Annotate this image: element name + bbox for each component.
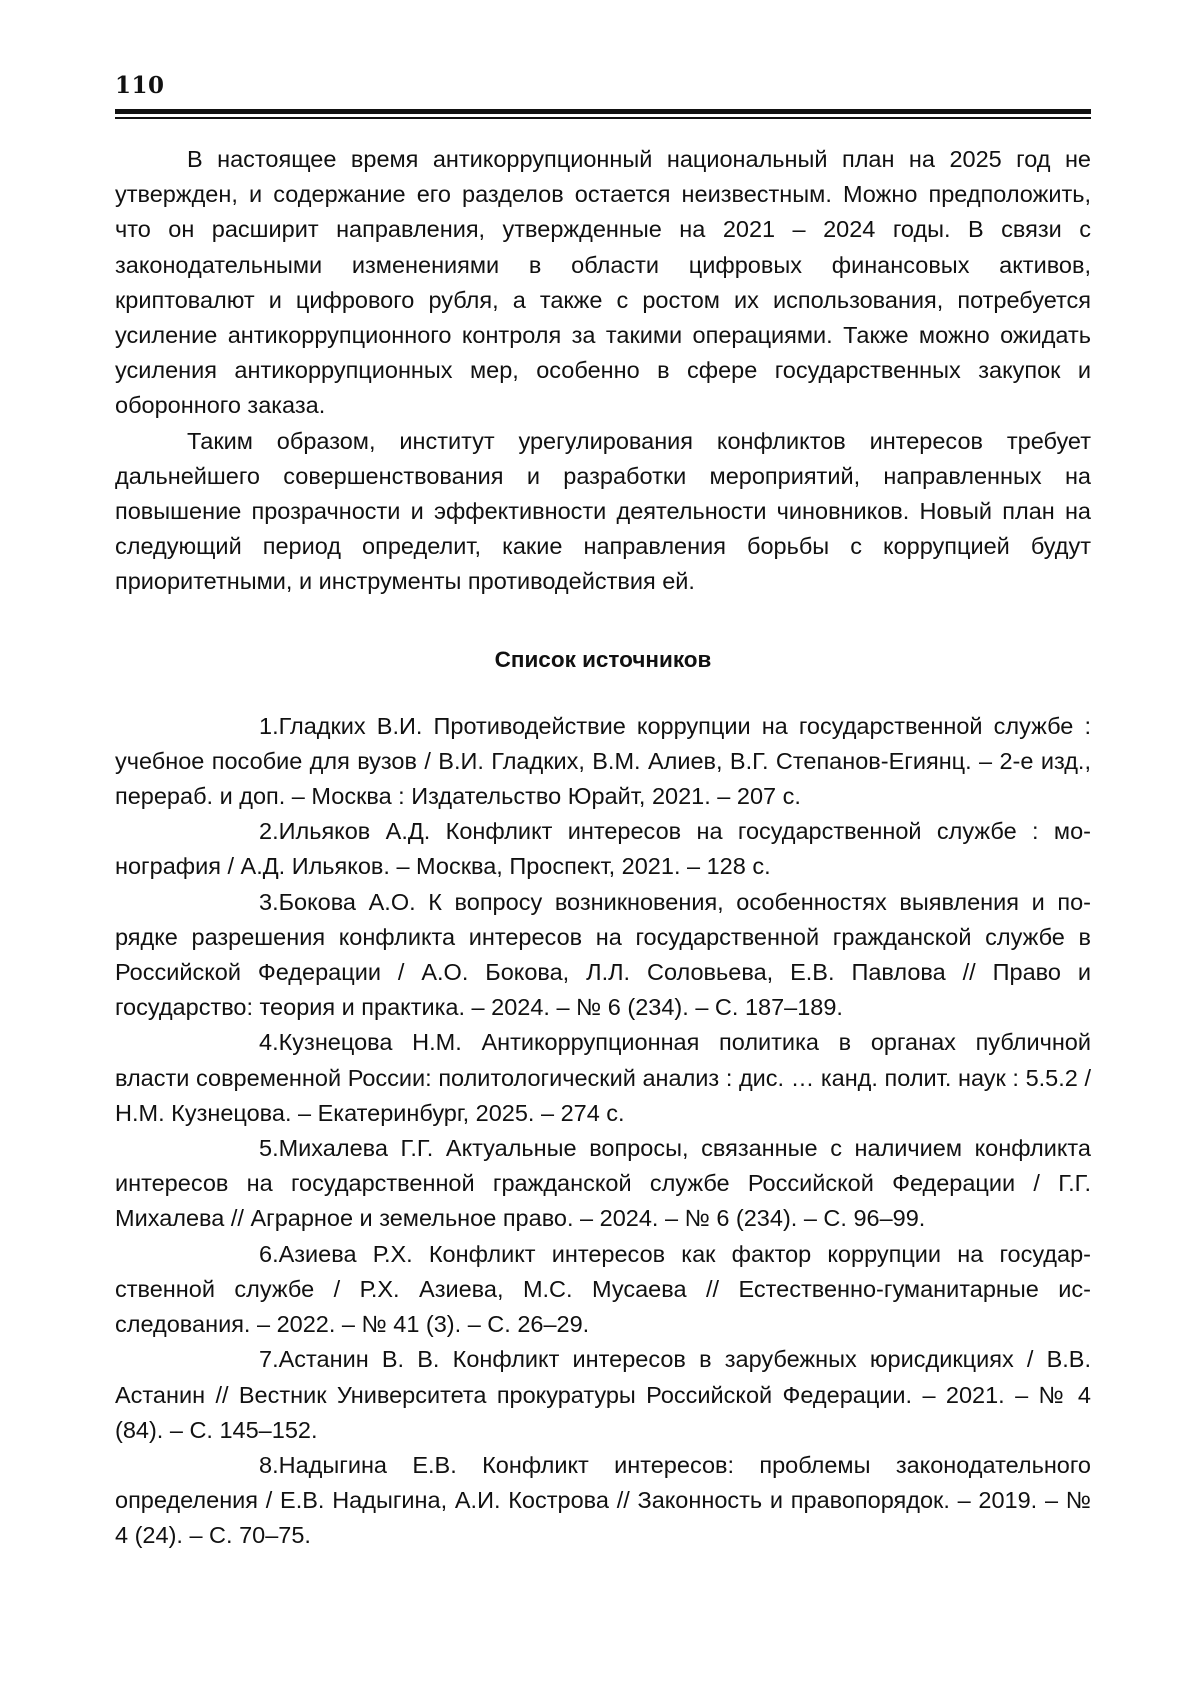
source-item [115,1237,1091,1343]
sources-list [115,709,1091,1554]
source-item [115,1025,1091,1131]
source-item [115,1342,1091,1448]
source-item [115,814,1091,884]
source-text: Астанин В. В. Конфликт интересов в зарубежных юрисдикциях / В.В. Астанин // Вестник Университета прокуратуры Российской Федерации. – 2021. – № 4 (84). – С. 145–152. [115,1346,1091,1443]
header-rule-thin [115,117,1091,119]
header-rule-thick [115,109,1091,114]
body-paragraph: В настоящее время антикоррупционный национальный план на 2025 год не утвержден, и содержание его разделов остается неизвестным. Можно предположить, что он расширит направления, утвержденные на 2021 – 2024 годы. В связи с законодательными изменениями в области цифровых финансовых активов, криптовалют и цифрового рубля, а также с ростом их использования, потребуется усиление антикоррупционного контроля за такими операциями. Также можно ожидать усиления антикоррупционных мер, особенно в сфере государственных закупок и оборонного заказа. [115,146,1091,419]
source-text: Гладких В.И. Противодействие коррупции на государственной службе : учебное пособие для вузов / В.И. Гладких, В.М. Алиев, В.Г. Степанов-Егиянц. – 2-е изд., перераб. и доп. – Москва : Издательство Юрайт, 2021. – 207 с. [115,712,1091,810]
source-number: 6. [259,1240,279,1267]
source-number: 3. [259,888,279,915]
source-item [115,709,1091,815]
source-item [115,885,1091,1026]
body-paragraph: Таким образом, институт урегулирования конфликтов интересов требует дальнейшего совершенствования и разработки мероприятий, направленных на повышение прозрачности и эффективности деятельности чиновников. Новый план на следующий период определит, какие направления борьбы с коррупцией будут приоритетными, и инструменты противодействия ей. [115,427,1091,595]
source-number: 8. [259,1451,279,1478]
source-number: 7. [259,1346,279,1373]
source-text: Азиева Р.Х. Конфликт интересов как фактор коррупции на государственной службе / Р.Х. Азиева, М.С. Мусаева // Естественно-гуманитарные исследования. – 2022. – № 41 (3). – С. 26–29. [115,1240,1091,1338]
source-number: 4. [259,1029,279,1056]
source-number: 2. [259,818,279,845]
source-text: Бокова А.О. К вопросу возникновения, особенностях выявления и порядке разрешения конфликта интересов на государственной гражданской службе в Российской Федерации / А.О. Бокова, Л.Л. Соловьева, Е.В. Павлова // Право и государство: теория и практика. – 2024. – № 6 (234). – С. 187–189. [115,888,1091,1021]
source-item [115,1448,1091,1554]
source-number: 1. [259,712,279,739]
source-item [115,1131,1091,1237]
source-number: 5. [259,1135,279,1162]
source-text: Ильяков А.Д. Конфликт интересов на государственной службе : монография / А.Д. Ильяков. – Москва, Проспект, 2021. – 128 с. [115,818,1091,880]
source-text: Михалева Г.Г. Актуальные вопросы, связанные с наличием конфликта интересов на государственной гражданской службе Российской Федерации / Г.Г. Михалева // Аграрное и земельное право. – 2024. – № 6 (234). – С. 96–99. [115,1135,1091,1232]
page-content [115,142,1091,1554]
sources-title: Список источников [494,646,712,672]
source-text: Надыгина Е.В. Конфликт интересов: проблемы законодательного определения / Е.В. Надыгина, А.И. Кострова // Законность и правопорядок. – 2019. – № 4 (24). – С. 70–75. [115,1451,1091,1549]
page-number: 110 [115,72,165,99]
source-text: Кузнецова Н.М. Антикоррупционная политика в органах публичной власти современной России: политологический анализ : дис. … канд. полит. наук : 5.5.2 / Н.М. Кузнецова. – Екатеринбург, 2025. – 274 с. [115,1029,1091,1126]
